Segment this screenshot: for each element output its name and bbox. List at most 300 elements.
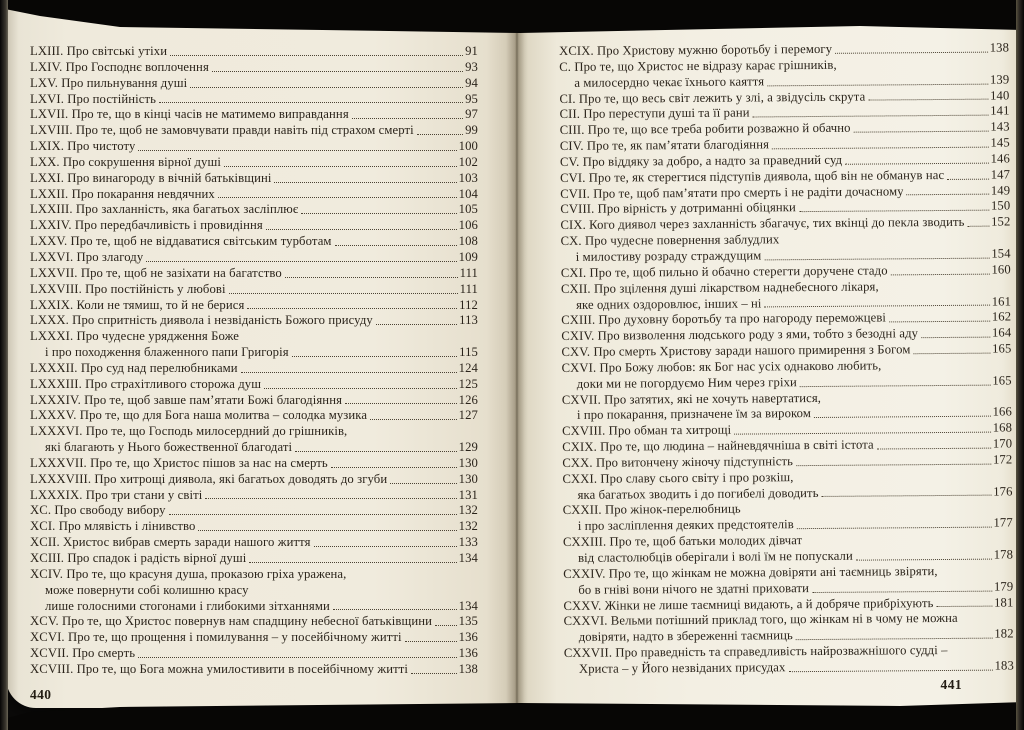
dot-leader [159, 101, 463, 103]
entry-page-number: 165 [991, 341, 1012, 356]
toc-line [30, 266, 478, 282]
entry-title: XCVI. Про те, що прощення і помилування – у посейбічному житті [30, 630, 402, 645]
toc-entry [30, 266, 478, 282]
entry-page-number: 112 [459, 297, 478, 312]
dot-leader [855, 557, 991, 560]
dot-leader [936, 605, 992, 607]
entry-page-number: 91 [465, 44, 478, 58]
toc-entry [30, 171, 478, 187]
entry-page-number: 141 [989, 103, 1010, 118]
entry-title: CXI. Про те, щоб пильно й обачно стерегти доручене стадо [560, 263, 888, 280]
toc-right-column [559, 40, 1014, 677]
entry-title: і про покарання, призначене їм за вироком [576, 406, 811, 423]
entry-page-number: 145 [989, 135, 1010, 150]
toc-line [563, 658, 1013, 677]
toc-entry [562, 532, 1012, 567]
dot-leader [796, 526, 991, 530]
entry-page-number: 108 [458, 234, 478, 249]
entry-title: і про засліплення деяких предстоятелів [577, 517, 794, 534]
toc-line [30, 614, 478, 630]
entry-title: CXV. Про смерть Христову заради нашого примирення з Богом [560, 342, 911, 360]
toc-line [30, 440, 478, 456]
entry-page-number: 178 [993, 547, 1013, 562]
dot-leader [331, 466, 457, 468]
toc-entry [563, 611, 1013, 646]
entry-title: CXXII. Про жінок-перелюбниць [562, 502, 741, 518]
toc-entry [30, 329, 478, 361]
entry-page-number: 132 [458, 503, 478, 518]
dot-leader [734, 431, 991, 435]
toc-line [30, 139, 478, 155]
entry-page-number: 152 [990, 214, 1011, 229]
toc-line [30, 551, 478, 567]
right-page [517, 8, 1017, 708]
toc-entry [30, 234, 478, 250]
entry-title: LXXVII. Про те, щоб не зазіхати на багатство [30, 265, 282, 280]
entry-title: а милосердно чекає їхнього каяття [573, 74, 764, 90]
dot-leader [314, 545, 457, 547]
entry-page-number: 164 [991, 325, 1011, 340]
toc-entry [559, 56, 1009, 91]
entry-title: LXXIX. Коли не тямиш, то й не берися [30, 297, 245, 312]
dot-leader [405, 640, 457, 642]
entry-page-number: 161 [991, 293, 1011, 309]
scan-edge-right [1016, 0, 1024, 730]
entry-title: CXXIV. Про те, що жінкам не можна довіряти ані таємниць звіряти, [562, 563, 938, 581]
entry-page-number: 129 [458, 440, 478, 455]
dot-leader [814, 415, 991, 418]
entry-page-number: 168 [992, 420, 1012, 435]
entry-title: CXXVII. Про праведність та справедливість найрозважнішого судді – [563, 643, 948, 661]
entry-title: яке одних оздоровлює, інших – ні [575, 295, 762, 312]
toc-entry [561, 389, 1011, 424]
entry-title: XCVII. Про смерть [30, 646, 136, 661]
entry-page-number: 139 [989, 72, 1009, 87]
toc-entry [30, 646, 478, 662]
toc-entry [30, 92, 478, 108]
toc-line [30, 393, 478, 409]
dot-leader [212, 70, 463, 72]
toc-entry [30, 472, 478, 488]
entry-title: LXV. Про пильнування душі [30, 75, 188, 90]
dot-leader [247, 307, 457, 309]
toc-entry [30, 60, 478, 76]
dot-leader [301, 212, 456, 214]
entry-page-number: 105 [458, 202, 478, 217]
entry-title: LXXXV. Про те, що для Бога наша молитва – солодка музика [30, 408, 368, 423]
entry-page-number: 182 [993, 626, 1014, 641]
dot-leader [764, 304, 989, 308]
dot-leader [752, 114, 988, 118]
entry-page-number: 136 [458, 630, 478, 645]
entry-title: XCIV. Про те, що красуня душа, проказою гріха уражена, [30, 566, 347, 581]
toc-entry [30, 187, 478, 203]
toc-line [30, 234, 478, 250]
dot-leader [799, 383, 989, 386]
toc-line [30, 408, 478, 424]
dot-leader [390, 482, 456, 484]
entry-page-number: 149 [990, 183, 1010, 198]
toc-entry [563, 643, 1013, 678]
toc-entry [560, 278, 1010, 313]
toc-line [30, 44, 478, 60]
left-page-number: 440 [30, 687, 52, 702]
entry-title: CVIII. Про вірність у дотриманні обіцянки [559, 200, 796, 217]
entry-title: LXVII. Про те, що в кінці часів не матимемо виправдання [30, 107, 349, 122]
entry-page-number: 138 [989, 40, 1009, 55]
dot-leader [913, 351, 990, 354]
toc-line [30, 377, 478, 393]
entry-page-number: 150 [990, 198, 1010, 214]
entry-title: LXXXIV. Про те, щоб завше пам’ятати Божі благодіяння [30, 392, 343, 407]
entry-page-number: 135 [458, 614, 478, 629]
entry-page-number: 134 [458, 598, 478, 613]
entry-title: CIV. Про те, як пам’ятати благодіяння [559, 137, 769, 154]
entry-page-number: 93 [465, 59, 478, 74]
entry-title: XC. Про свободу вибору [30, 503, 166, 518]
entry-page-number: 99 [465, 123, 478, 138]
dot-leader [947, 177, 989, 179]
toc-entry [30, 535, 478, 551]
entry-page-number: 95 [465, 91, 478, 106]
entry-title: CXVI. Про Божу любов: як Бог нас усіх однаково любить, [561, 358, 881, 375]
toc-entry [30, 377, 478, 393]
entry-page-number: 143 [989, 119, 1010, 134]
toc-line [30, 60, 478, 76]
entry-title: CII. Про переступи душі та її рани [559, 105, 750, 122]
toc-entry [30, 456, 478, 472]
toc-entry [560, 231, 1010, 266]
entry-title: CXII. Про зцілення душі лікарством наднебесного лікаря, [560, 279, 879, 296]
toc-line [30, 345, 478, 361]
entry-title: LXXVI. Про злагоду [30, 249, 144, 264]
toc-entry [561, 357, 1011, 392]
entry-page-number: 146 [990, 151, 1010, 166]
toc-line [30, 361, 478, 377]
toc-line [30, 202, 478, 218]
entry-page-number: 124 [458, 360, 478, 375]
toc-entry [30, 393, 478, 409]
dot-leader [241, 371, 457, 373]
dot-leader [198, 529, 456, 531]
toc-entry [30, 424, 478, 456]
dot-leader [335, 244, 457, 246]
dot-leader [889, 320, 990, 323]
dot-leader [845, 161, 988, 164]
entry-page-number: 134 [458, 551, 478, 565]
entry-title: LXIX. Про чистоту [30, 139, 136, 154]
toc-entry [30, 76, 478, 92]
entry-page-number: 176 [992, 484, 1013, 499]
toc-line [30, 329, 478, 345]
toc-line [30, 424, 478, 440]
entry-page-number: 113 [459, 313, 478, 328]
entry-title: LXXII. Про покарання невдячних [30, 186, 215, 201]
toc-line [30, 155, 478, 171]
toc-entry [30, 361, 478, 377]
entry-title: LXXVIII. Про постійність у любові [30, 281, 226, 296]
entry-page-number: 136 [458, 646, 478, 661]
dot-leader [411, 672, 457, 674]
dot-leader [138, 149, 456, 151]
entry-page-number: 127 [458, 408, 478, 423]
toc-left-column [30, 44, 478, 678]
toc-line [30, 646, 478, 662]
entry-page-number: 102 [458, 154, 478, 169]
toc-line [30, 630, 478, 646]
entry-title: Христа – у Його незвіданих присудах [578, 660, 786, 676]
entry-page-number: 160 [990, 262, 1011, 277]
entry-title: від сластолюбців оберігали і волі їм не попускали [577, 548, 853, 565]
dot-leader [772, 146, 988, 150]
entry-page-number: 104 [458, 186, 478, 201]
entry-page-number: 94 [465, 75, 478, 90]
entry-page-number: 111 [459, 281, 478, 296]
toc-line [30, 567, 478, 583]
toc-entry [30, 282, 478, 298]
toc-entry [30, 218, 478, 234]
toc-line [30, 282, 478, 298]
entry-title: XCI. Про млявість і лінивство [30, 519, 196, 534]
entry-title: і про походження блаженного папи Григорія [45, 345, 289, 360]
entry-page-number: 115 [459, 345, 478, 360]
entry-title: яка багатьох зводить і до погибелі доводить [577, 485, 819, 502]
entry-title: CX. Про чудесне повернення заблудлих [560, 232, 779, 249]
toc-line [30, 313, 478, 329]
entry-title: C. Про те, що Христос не відразу карає грішників, [558, 57, 837, 74]
entry-title: LXXXVIII. Про хитрощі диявола, які багатьох доводять до згуби [30, 471, 388, 486]
toc-line [30, 662, 478, 678]
dot-leader [767, 82, 988, 86]
toc-entry [30, 614, 478, 630]
entry-page-number: 154 [990, 246, 1011, 261]
entry-title: LXVI. Про постійність [30, 91, 156, 106]
toc-entry [30, 298, 478, 314]
dot-leader [853, 130, 988, 133]
entry-title: CV. Про віддяку за добро, а надто за праведний суд [559, 152, 842, 169]
entry-page-number: 138 [458, 661, 478, 676]
entry-title: CVII. Про те, щоб пам’ятати про смерть і не радіти дочасному [559, 183, 904, 201]
dot-leader [795, 637, 991, 641]
entry-title: LXXIII. Про захланність, яка багатьох засліплює [30, 202, 299, 217]
toc-line [30, 250, 478, 266]
dot-leader [333, 608, 457, 610]
entry-title: XCII. Христос вибрав смерть заради нашого життя [30, 535, 311, 550]
toc-line [30, 107, 478, 123]
entry-title: XCV. Про те, що Христос повернув нам спадщину небесної батьківщини [30, 614, 433, 629]
toc-line [30, 76, 478, 92]
toc-entry [30, 503, 478, 519]
entry-page-number: 131 [458, 487, 478, 502]
entry-title: доки ми не погордуємо Ним через гріхи [576, 374, 797, 391]
entry-page-number: 177 [992, 515, 1013, 530]
entry-title: LXXXVI. Про те, що Господь милосердний до грішників, [30, 424, 348, 439]
dot-leader [821, 494, 991, 497]
dot-leader [835, 50, 988, 53]
entry-title: CIII. Про те, що все треба робити розважно й обачно [559, 120, 851, 138]
entry-title: CXIV. Про визволення людського роду з ями, тобто з безодні аду [560, 326, 918, 344]
entry-title: XCIX. Про Христову мужню боротьбу і перемогу [558, 41, 832, 58]
toc-line [30, 599, 478, 615]
entry-page-number: 162 [991, 309, 1011, 324]
entry-page-number: 181 [993, 594, 1013, 610]
entry-page-number: 103 [458, 170, 478, 185]
toc-entry [30, 408, 478, 424]
toc-entry [30, 567, 478, 615]
entry-page-number: 126 [458, 392, 478, 407]
dot-leader [376, 323, 457, 325]
toc-line [30, 218, 478, 234]
entry-title: CI. Про те, що весь світ лежить у злі, а звідусіль скрута [558, 89, 865, 106]
dot-leader [229, 292, 458, 294]
entry-page-number: 183 [994, 658, 1014, 673]
toc-entry [30, 123, 478, 139]
toc-entry [30, 488, 478, 504]
book-spread [6, 8, 1017, 708]
toc-line [30, 503, 478, 519]
dot-leader [138, 656, 457, 658]
toc-entry [30, 155, 478, 171]
entry-title: і милостиву розраду страждущим [575, 248, 761, 264]
entry-title: LXVIII. Про те, щоб не замовчувати правди навіть під страхом смерті [30, 123, 414, 138]
dot-leader [417, 133, 463, 135]
entry-title: бо в гніві вони нічого не здатні приховати [577, 580, 809, 597]
dot-leader [370, 418, 457, 420]
dot-leader [170, 54, 463, 56]
toc-entry [30, 44, 478, 60]
dot-leader [146, 260, 456, 262]
toc-entry [30, 202, 478, 218]
entry-title: XCIII. Про спадок і радість вірної душі [30, 551, 247, 565]
dot-leader [796, 462, 991, 466]
dot-leader [876, 447, 990, 450]
dot-leader [906, 193, 988, 196]
toc-line [30, 456, 478, 472]
entry-title: які благають у Нього божественної благодаті [45, 440, 293, 455]
toc-line [30, 583, 478, 599]
dot-leader [266, 228, 457, 230]
dot-leader [292, 355, 457, 357]
dot-leader [435, 624, 457, 626]
entry-title: LXXXIX. Про три стани у світі [30, 487, 203, 502]
toc-line [30, 488, 478, 504]
dot-leader [264, 387, 457, 389]
entry-page-number: 172 [992, 452, 1012, 467]
dot-leader [249, 561, 456, 563]
entry-title: LXIV. Про Господнє воплочення [30, 59, 209, 74]
toc-line [30, 123, 478, 139]
dot-leader [345, 402, 457, 404]
entry-title: LXXI. Про винагороду в вічній батьківщині [30, 170, 272, 185]
dot-leader [190, 86, 463, 88]
entry-title: LXXXIII. Про страхітливого сторожа душ [30, 376, 262, 391]
dot-leader [868, 98, 988, 101]
dot-leader [169, 513, 457, 515]
toc-entry [30, 313, 478, 329]
entry-title: CXXI. Про славу сього світу і про розкіш, [561, 469, 794, 486]
toc-line [30, 298, 478, 314]
toc-entry [30, 519, 478, 535]
entry-title: CXIII. Про духовну боротьбу та про нагороду переможцеві [560, 310, 886, 328]
entry-title: CXXVI. Вельми потішний приклад того, що жінкам ні в чому не можна [563, 611, 958, 629]
right-page-number: 441 [940, 677, 962, 692]
toc-entry [30, 107, 478, 123]
entry-title: CXIX. Про те, що людина – найневдячніша в світі істота [561, 437, 874, 455]
entry-title: LXXXVII. Про те, що Христос пішов за нас на смерть [30, 455, 328, 470]
scan-edge-left [0, 0, 8, 730]
toc-entry [30, 551, 478, 567]
toc-entry [30, 139, 478, 155]
entry-title: LXXX. Про спритність диявола і незвіданість Божого присуду [30, 313, 373, 328]
entry-title: CXXV. Жінки не лише таємниці видають, а й добряче прибріхують [562, 595, 934, 613]
entry-page-number: 125 [458, 376, 478, 391]
entry-title: LXX. Про сокрушення вірної душі [30, 154, 221, 169]
entry-title: CXVIII. Про обман та хитрощі [561, 422, 731, 439]
entry-page-number: 165 [991, 373, 1012, 388]
toc-entry [562, 500, 1012, 535]
dot-leader [788, 668, 992, 672]
dot-leader [205, 497, 456, 499]
entry-title: CVI. Про те, як стерегтися підступів диявола, щоб він не обманув нас [559, 167, 944, 185]
entry-page-number: 179 [993, 579, 1013, 594]
entry-title: LXXXII. Про суд над перелюбниками [30, 360, 238, 375]
entry-page-number: 100 [458, 139, 478, 154]
entry-page-number: 97 [465, 107, 478, 122]
dot-leader [285, 276, 458, 278]
entry-page-number: 130 [458, 471, 478, 486]
entry-title: LXXIV. Про передбачливість і провидіння [30, 218, 263, 233]
entry-page-number: 170 [992, 436, 1012, 451]
entry-title: CXXIII. Про те, щоб батьки молодих дівчат [562, 533, 802, 550]
entry-title: довіряти, надто в збереженні таємниць [578, 628, 793, 645]
left-page [6, 8, 517, 708]
entry-title: LXIII. Про світські утіхи [30, 44, 168, 58]
entry-title: лише голосними стогонами і глибокими зітханнями [45, 598, 330, 613]
entry-title: може повернути собі колишню красу [45, 582, 249, 597]
toc-line [30, 519, 478, 535]
toc-line [30, 171, 478, 187]
entry-page-number: 130 [458, 455, 478, 470]
toc-line [30, 472, 478, 488]
entry-page-number: 106 [458, 218, 478, 233]
toc-entry [30, 630, 478, 646]
dot-leader [218, 196, 457, 198]
entry-title: CIX. Кого диявол через захланність збагачує, тих вкінці до пекла зводить [559, 215, 965, 233]
entry-page-number: 132 [458, 519, 478, 534]
entry-title: CXX. Про витончену жіночу підступність [561, 454, 793, 470]
dot-leader [295, 450, 457, 452]
dot-leader [224, 165, 457, 167]
entry-title: LXXV. Про те, щоб не віддаватися світським турботам [30, 234, 332, 249]
entry-page-number: 166 [992, 404, 1012, 420]
entry-title: LXXXI. Про чудесне урядження Боже [30, 329, 240, 344]
dot-leader [764, 256, 989, 260]
entry-title: CXVII. Про затятих, які не хочуть навертатися, [561, 390, 821, 407]
toc-line [30, 187, 478, 203]
dot-leader [812, 589, 992, 592]
dot-leader [890, 272, 989, 275]
toc-entry [30, 662, 478, 678]
toc-entry [30, 250, 478, 266]
entry-page-number: 111 [459, 265, 478, 280]
dot-leader [967, 225, 989, 227]
toc-line [30, 535, 478, 551]
toc-line [30, 92, 478, 108]
toc-entry [562, 468, 1012, 503]
dot-leader [921, 336, 990, 339]
entry-page-number: 133 [458, 535, 478, 550]
entry-page-number: 147 [990, 167, 1010, 182]
